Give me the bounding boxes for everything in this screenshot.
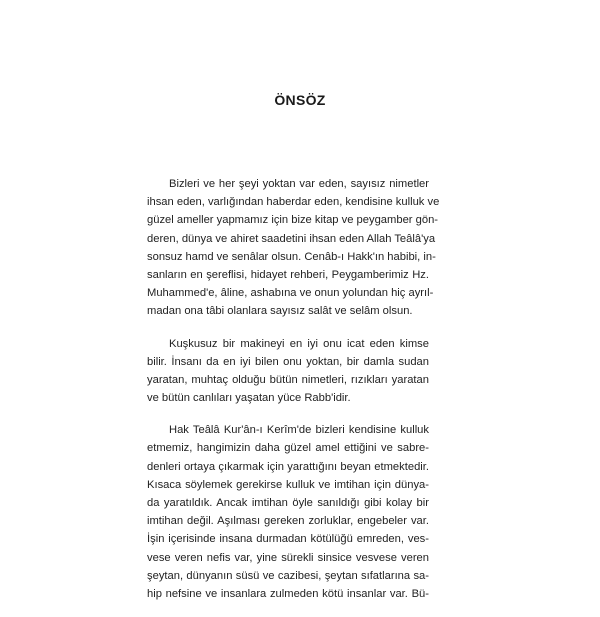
text-line: sanların en şereflisi, hidayet rehberi, Peygamberimiz Hz. — [147, 268, 429, 281]
text-line: şeytan, dünyanın süsü ve cazibesi, şeytan sıfatlarına sa- — [147, 569, 429, 582]
text-line: ve bütün canlıları yaşatan yüce Rabb'idir. — [147, 392, 351, 405]
text-line: sonsuz hamd ve senâlar olsun. Cenâb-ı Hakk'ın habibi, in- — [147, 250, 436, 263]
paragraph-3 — [147, 421, 429, 603]
text-line: imtihan değil. Aşılması gereken zorluklar, engebeler var. — [147, 515, 429, 528]
paragraph-2 — [147, 335, 429, 408]
text-line: Kısaca söylemek gerekirse kulluk ve imtihan için dünya- — [147, 478, 429, 491]
text-line: etmemiz, hangimizin daha güzel amel ettiğini ve sabre- — [147, 442, 429, 455]
text-line: bilir. İnsanı da en iyi bilen onu yoktan, bir damla sudan — [147, 355, 429, 368]
text-line: deren, dünya ve ahiret saadetini ihsan eden Allah Teâlâ'ya — [147, 232, 436, 245]
text-line: Muhammed'e, âline, ashabına ve onun yolundan hiç ayrıl- — [147, 287, 434, 300]
text-line: ihsan eden, varlığından haberdar eden, kendisine kulluk ve — [147, 196, 440, 209]
text-line: yaratan, muhtaç olduğu bütün nimetleri, rızıkları yaratan — [147, 373, 429, 386]
text-line: İşin içerisinde insana durmadan kötülüğü emreden, ves- — [147, 533, 429, 546]
page-body — [147, 175, 440, 617]
text-line: hip nefsine ve insanlara zulmeden kötü insanlar var. Bü- — [147, 587, 429, 600]
text-line: Bizleri ve her şeyi yoktan var eden, sayısız nimetler — [169, 178, 429, 190]
paragraph-1 — [147, 175, 440, 321]
text-line: Hak Teâlâ Kur'ân-ı Kerîm'de bizleri kendisine kulluk — [169, 424, 429, 437]
text-line: da yaratıldık. Ancak imtihan öyle sanıldığı gibi kolay bir — [147, 497, 429, 509]
text-line: Kuşkusuz bir makineyi en iyi onu icat eden kimse — [169, 337, 429, 350]
text-line: madan ona tâbi olanlara sayısız salât ve selâm olsun. — [147, 305, 413, 318]
text-line: denleri ortaya çıkarmak için yarattığını beyan etmektedir. — [147, 460, 429, 473]
text-line: güzel ameller yapmamız için bize kitap ve peygamber gön- — [147, 214, 439, 227]
page-title: ÖNSÖZ — [274, 92, 326, 108]
text-line: vese veren nefis var, yine sürekli sinsice vesvese veren — [147, 551, 429, 564]
